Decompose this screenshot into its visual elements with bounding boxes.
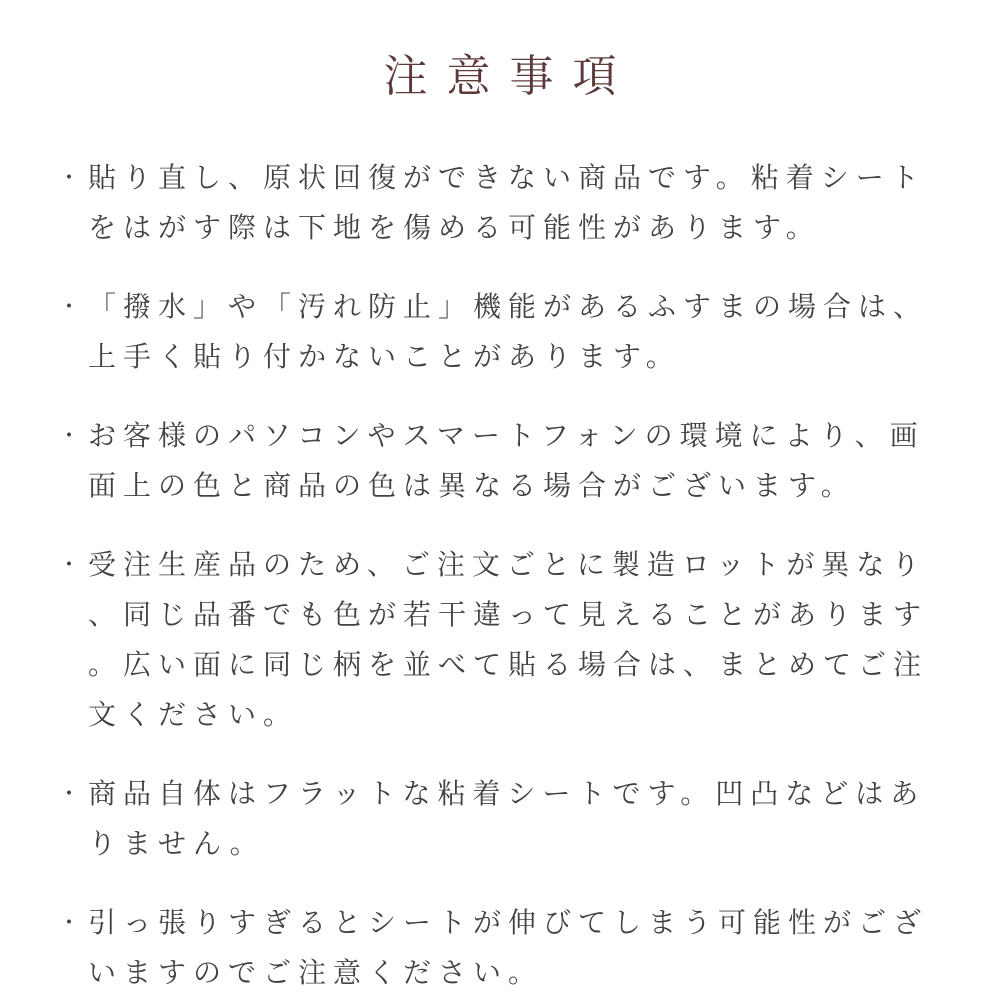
- note-item: [58, 769, 946, 869]
- note-text: 受注生産品のため、ご注文ごとに製造ロットが異なり、同じ品番でも色が若干違って見えることがあります。広い面に同じ柄を並べて貼る場合は、まとめてご注文ください。: [88, 549, 929, 731]
- note-item: [58, 540, 946, 740]
- bullet-icon: ・: [58, 552, 81, 578]
- note-text: 引っ張りすぎるとシートが伸びてしまう可能性がございますのでご注意ください。: [88, 907, 929, 989]
- bullet-icon: ・: [58, 910, 81, 936]
- note-text: 「撥水」や「汚れ防止」機能があるふすまの場合は、上手く貼り付かないことがあります。: [88, 291, 929, 373]
- page-title: 注意事項: [383, 52, 636, 101]
- note-item: [58, 898, 946, 998]
- note-text: お客様のパソコンやスマートフォンの環境により、画面上の色と商品の色は異なる場合がございます。: [88, 420, 925, 502]
- bullet-icon: ・: [58, 781, 81, 807]
- note-item: [58, 411, 946, 511]
- note-item: [58, 282, 946, 382]
- bullet-icon: ・: [58, 423, 81, 449]
- bullet-icon: ・: [58, 165, 81, 191]
- note-item: [58, 153, 946, 253]
- notes-list: [0, 153, 1000, 998]
- note-text: 貼り直し、原状回復ができない商品です。粘着シートをはがす際は下地を傷める可能性があります。: [88, 162, 926, 244]
- note-text: 商品自体はフラットな粘着シートです。凹凸などはありません。: [88, 778, 926, 860]
- bullet-icon: ・: [58, 294, 81, 320]
